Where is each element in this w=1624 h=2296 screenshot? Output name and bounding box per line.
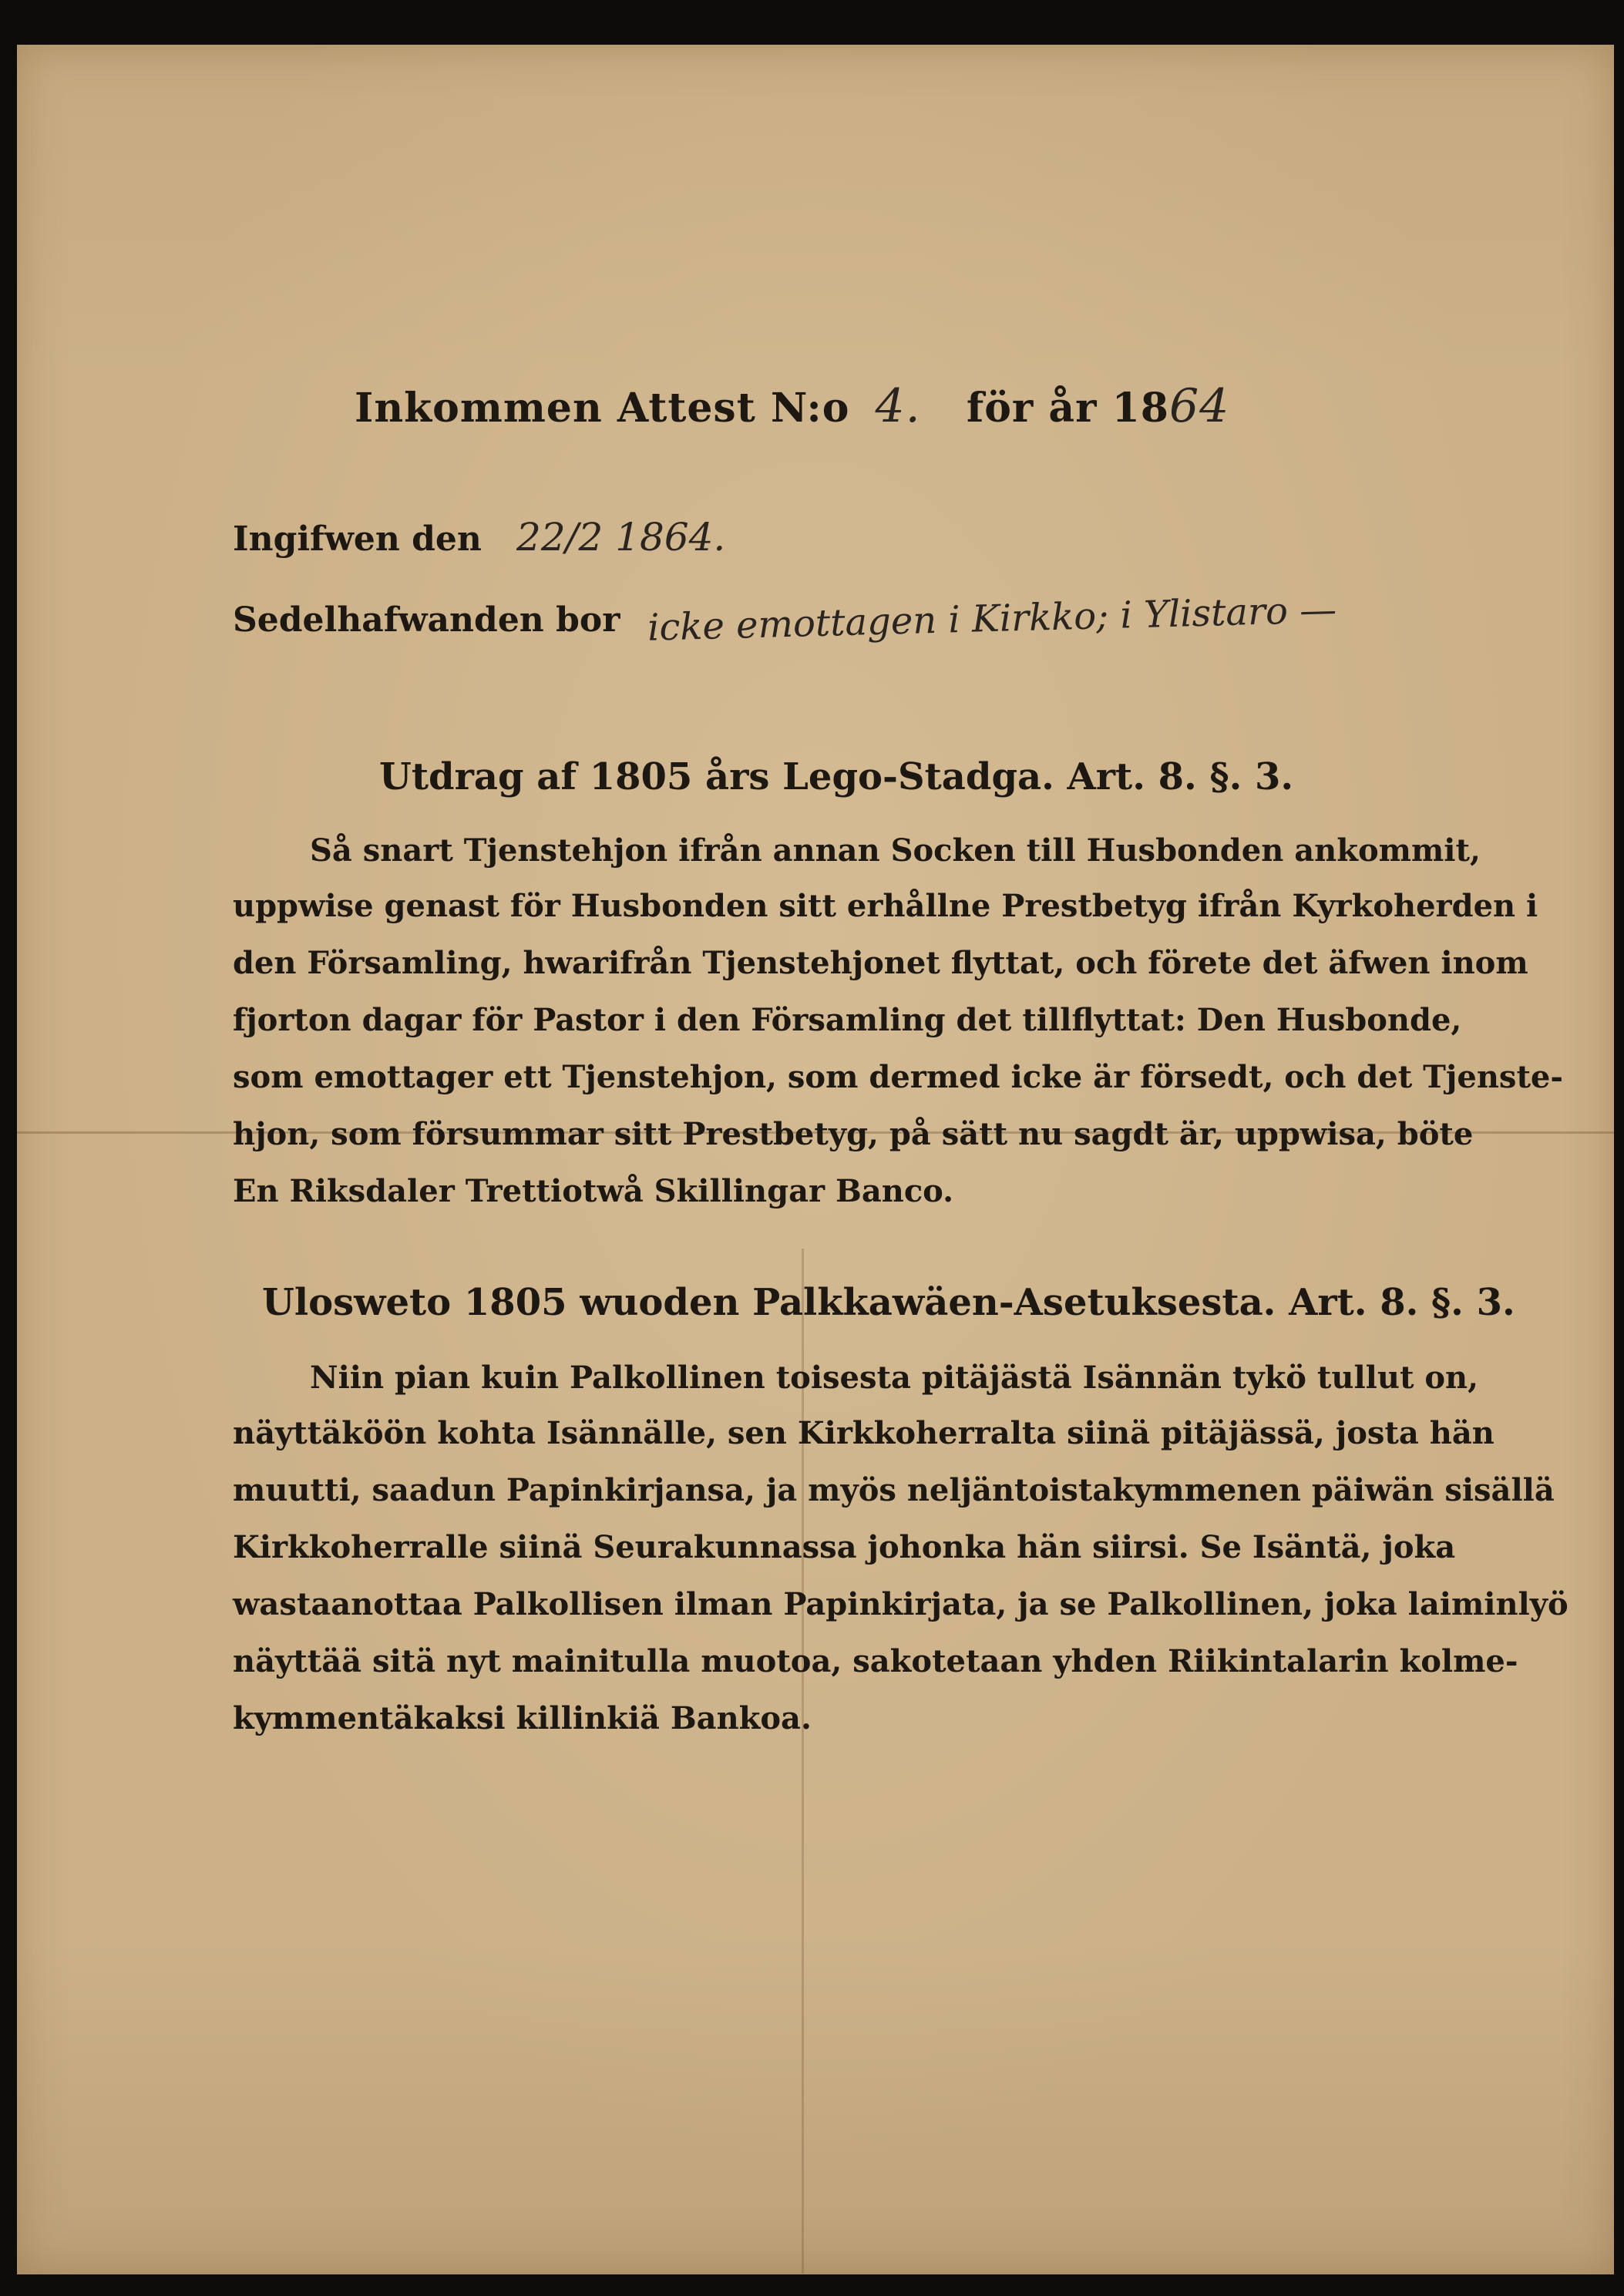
paper-fold-vertical [802, 1249, 804, 2274]
finnish-line-7: kymmentäkaksi killinkiä Bankoa. [233, 1700, 812, 1736]
swedish-line-4: fjorton dagar för Pastor i den Församling det tillflyttat: Den Husbonde, [233, 1002, 1462, 1038]
finnish-line-2: näyttäköön kohta Isännälle, sen Kirkkoherralta siinä pitäjässä, josta hän [233, 1415, 1495, 1451]
swedish-line-1: Så snart Tjenstehjon ifrån annan Socken till Husbonden ankommit, [310, 832, 1481, 869]
swedish-line-2: uppwise genast för Husbonden sitt erhållne Prestbetyg ifrån Kyrkoherden i [233, 888, 1538, 924]
finnish-line-4: Kirkkoherralle siinä Seurakunnassa johonka hän siirsi. Se Isäntä, joka [233, 1529, 1456, 1565]
finnish-line-5: wastaanottaa Palkollisen ilman Papinkirjata, ja se Palkollinen, joka laiminlyö [233, 1586, 1569, 1622]
swedish-line-3: den Församling, hwarifrån Tjenstehjonet flyttat, och förete det äfwen inom [233, 945, 1528, 981]
residence-value: icke emottagen i Kirkko; i Ylistaro — [646, 588, 1337, 650]
swedish-line-6: hjon, som försummar sitt Prestbetyg, på sätt nu sagdt är, uppwisa, böte [233, 1116, 1474, 1152]
finnish-line-1: Niin pian kuin Palkollinen toisesta pitäjästä Isännän tykö tullut on, [310, 1360, 1479, 1396]
residence-row [233, 588, 1337, 650]
document-title [355, 379, 1229, 433]
finnish-heading: Ulosweto 1805 wuoden Palkkawäen-Asetuksesta. Art. 8. §. 3. [262, 1281, 1515, 1324]
received-row [233, 515, 725, 560]
received-label: Ingifwen den [233, 519, 482, 559]
swedish-heading: Utdrag af 1805 års Lego-Stadga. Art. 8. §. 3. [379, 755, 1294, 798]
received-value: 22/2 1864. [516, 515, 726, 560]
year-suffix: 64 [1168, 379, 1230, 433]
swedish-line-5: som emottager ett Tjenstehjon, som dermed icke är försedt, och det Tjenste- [233, 1059, 1563, 1095]
title-prefix: Inkommen Attest N:o [355, 385, 850, 432]
swedish-line-7: En Riksdaler Trettiotwå Skillingar Banco. [233, 1173, 954, 1209]
attest-number: 4. [875, 379, 921, 433]
residence-label: Sedelhafwanden bor [233, 600, 620, 640]
finnish-line-6: näyttää sitä nyt mainitulla muotoa, sakotetaan yhden Riikintalarin kolme- [233, 1643, 1518, 1679]
year-label: för år 18 [966, 385, 1169, 432]
finnish-line-3: muutti, saadun Papinkirjansa, ja myös neljäntoistakymmenen päiwän sisällä [233, 1472, 1555, 1508]
